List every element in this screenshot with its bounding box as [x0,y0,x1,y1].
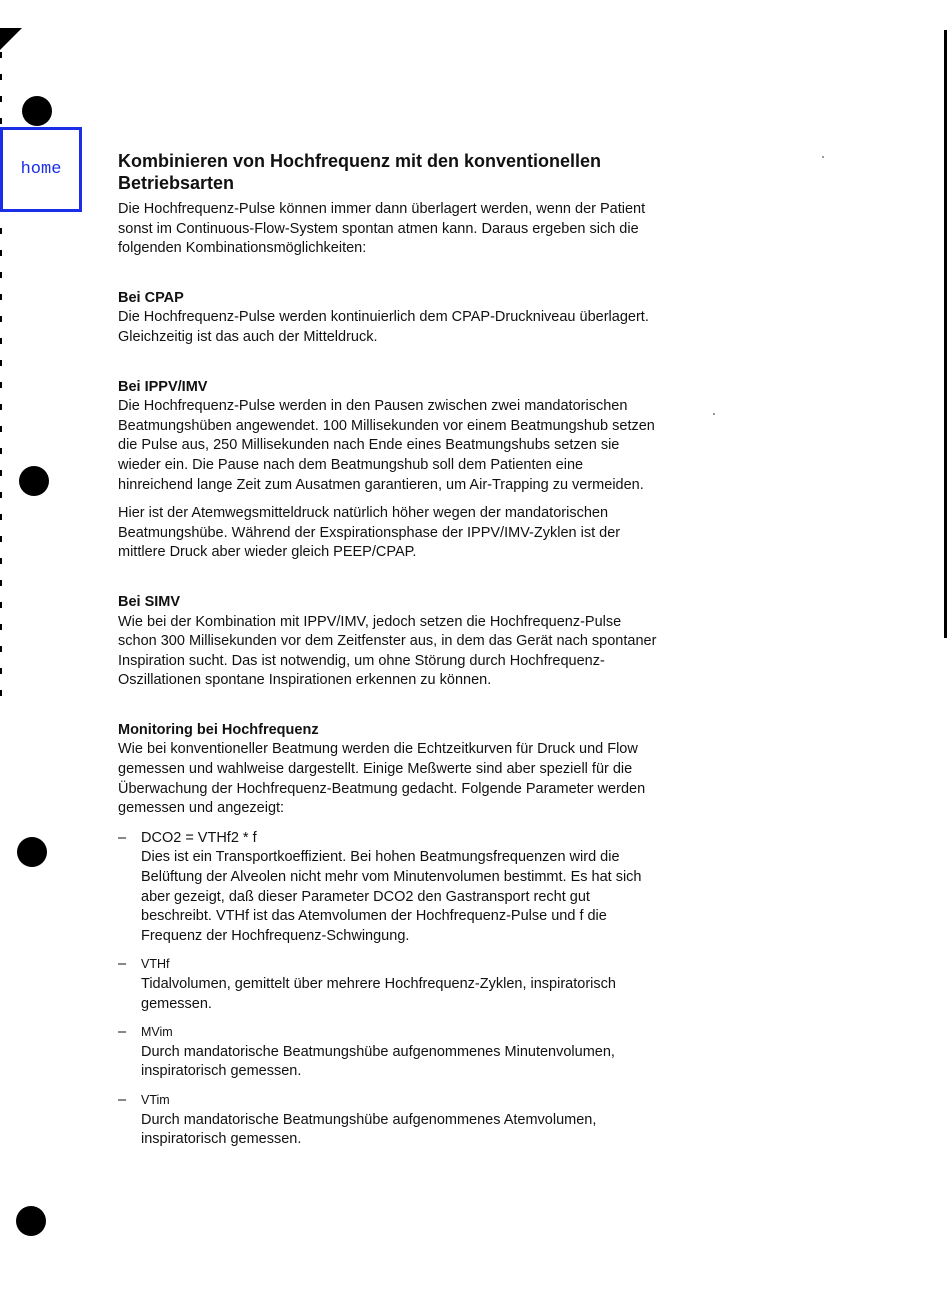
parameter-name: VTim [141,1092,170,1107]
scan-speck [713,413,715,415]
section-simv [118,593,658,691]
section-paragraph: Die Hochfrequenz-Pulse werden in den Pausen zwischen zwei mandatorischen Beatmungshüben angewendet. 100 Millisekunden vor einem Beatmungshub setzen die Pulse aus, 250 Millisekunden nach Ende eines Beatmungshubs setzen sie wieder ein. Die Pause nach dem Beatmungshub soll dem Patienten eine hinreichend lange Zeit zum Ausatmen garantieren, um Air-Trapping zu vermeiden. [118,398,655,493]
parameter-description: Durch mandatorische Beatmungshübe aufgenommenes Atemvolumen, inspiratorisch gemessen. [141,1111,597,1148]
list-dash: – [118,1091,127,1108]
list-item [118,829,658,947]
punch-hole-2 [19,466,49,496]
list-item [118,1023,658,1082]
list-dash: – [118,829,127,846]
parameter-description: Tidalvolumen, gemittelt über mehrere Hochfrequenz-Zyklen, inspiratorisch gemessen. [141,976,616,1012]
section-paragraph: Wie bei der Kombination mit IPPV/IMV, jedoch setzen die Hochfrequenz-Pulse schon 300 Millisekunden vor dem Zeitfenster aus, in dem das Gerät nach spontaner Inspiration sucht. Das ist notwendig, um ohne Störung durch Hochfrequenz-Oszillationen spontane Inspirationen erkennen zu können. [118,613,657,689]
section-title: Bei IPPV/IMV [118,378,208,395]
section-title: Bei CPAP [118,289,184,306]
home-link[interactable]: home [0,127,82,212]
parameter-name: MVim [141,1025,173,1040]
list-item [118,955,658,1014]
punch-hole-4 [16,1206,46,1236]
document-body [118,150,658,1159]
parameter-name: VTHf [141,957,170,972]
section-paragraph: Wie bei konventioneller Beatmung werden die Echtzeitkurven für Druck und Flow gemessen und wahlweise dargestellt. Einige Meßwerte sind aber speziell für die Überwachung der Hochfrequenz-Beatmung gedacht. Folgende Parameter werden gemessen und angezeigt: [118,741,646,817]
section-paragraph: Hier ist der Atemwegsmitteldruck natürlich höher wegen der mandatorischen Beatmungshübe. Während der Exspirationsphase der IPPV/IMV-Zyklen ist der mittlere Druck aber wieder gleich PEEP/CPAP. [118,505,621,561]
parameter-list [118,829,658,1150]
section-paragraph: Die Hochfrequenz-Pulse werden kontinuierlich dem CPAP-Druckniveau überlagert. Gleichzeitig ist das auch der Mitteldruck. [118,309,649,345]
section-cpap [118,289,658,348]
section-monitoring [118,721,658,1150]
section-ippv-imv [118,378,658,563]
parameter-name: DCO2 = VTHf2 * f [141,829,257,846]
section-title: Bei SIMV [118,593,181,610]
scan-right-edge [944,30,947,638]
list-dash: – [118,1024,127,1041]
punch-hole-1 [22,96,52,126]
page-title: Kombinieren von Hochfrequenz mit den konventionellen Betriebsarten [118,151,602,193]
section-title: Monitoring bei Hochfrequenz [118,721,319,738]
list-item [118,1091,658,1150]
scan-speck [822,156,824,158]
punch-hole-3 [17,837,47,867]
scan-corner-mark [0,28,22,50]
list-dash: – [118,956,127,973]
intro-paragraph: Die Hochfrequenz-Pulse können immer dann überlagert werden, wenn der Patient sonst im Continuous-Flow-System spontan atmen kann. Daraus ergeben sich die folgenden Kombinationsmöglichkeiten: [118,201,646,257]
parameter-description: Dies ist ein Transportkoeffizient. Bei hohen Beatmungsfrequenzen wird die Belüftung der Alveolen nicht mehr vom Minutenvolumen bestimmt. Es hat sich aber gezeigt, daß dieser Parameter DCO2 den Gastransport recht gut beschreibt. VTHf ist das Atemvolumen der Hochfrequenz-Pulse und f die Frequenz der Hochfrequenz-Schwingung. [141,849,642,944]
parameter-description: Durch mandatorische Beatmungshübe aufgenommenes Minutenvolumen, inspiratorisch gemessen. [141,1043,615,1080]
